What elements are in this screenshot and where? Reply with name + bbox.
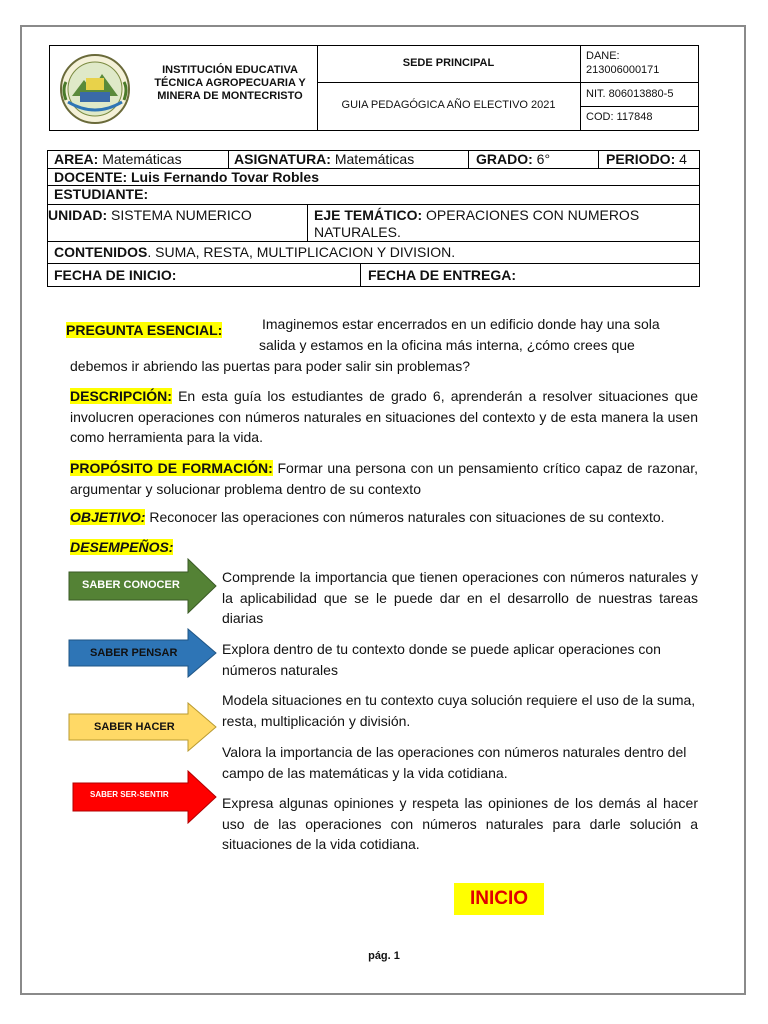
contenidos-value: . SUMA, RESTA, MULTIPLICACION Y DIVISION. (147, 244, 456, 260)
dane-label: DANE: (586, 50, 620, 62)
eje-value-line2: NATURALES. (314, 224, 401, 240)
info-table (47, 150, 700, 287)
dane-value: 213006000171 (586, 64, 660, 76)
area-label: AREA: (54, 151, 99, 167)
saber-hacer-text1: Modela situaciones en tu contexto cuya solución requiere el uso de la suma, resta, multiplicación y división. (222, 692, 696, 729)
pregunta-line2: salida y estamos en la oficina más interna, ¿cómo crees que (259, 337, 635, 353)
proposito-paragraph (70, 458, 698, 499)
saber-conocer-label: SABER CONOCER (82, 579, 180, 591)
saber-ser-sentir-label: SABER SER-SENTIR (90, 790, 169, 799)
guia-label: GUIA PEDAGÓGICA AÑO ELECTIVO 2021 (341, 99, 556, 111)
saber-hacer-text2: Valora la importancia de las operaciones con números naturales dentro del campo de las matemáticas y la vida cotidiana. (222, 744, 687, 781)
saber-pensar-text: Explora dentro de tu contexto donde se puede aplicar operaciones con números naturales (222, 641, 661, 678)
objetivo-text: Reconocer las operaciones con números naturales con situaciones de su contexto. (145, 509, 665, 525)
descripcion-text: En esta guía los estudiantes de grado 6, aprenderán a resolver situaciones que involucren operaciones con números naturales en situaciones del contexto y de esta manera la usen como herramienta para la vida. (70, 388, 698, 445)
eje-value-line1: OPERACIONES CON NUMEROS (422, 207, 640, 223)
school-seal-icon (58, 52, 132, 126)
fecha-inicio: FECHA DE INICIO: (54, 267, 177, 283)
pregunta-label: PREGUNTA ESENCIAL: (66, 322, 223, 338)
area-value: Matemáticas (98, 151, 182, 167)
asignatura-label: ASIGNATURA: (234, 151, 331, 167)
pregunta-line3: debemos ir abriendo las puertas para poder salir sin problemas? (70, 358, 470, 374)
page-number: pág. 1 (368, 950, 400, 962)
descripcion-label: DESCRIPCIÓN: (70, 388, 172, 404)
saber-hacer-label: SABER HACER (94, 721, 175, 733)
eje-label: EJE TEMÁTICO: (314, 207, 423, 223)
saber-ser-sentir-text: Expresa algunas opiniones y respeta las opiniones de los demás al hacer uso de las operaciones con números naturales para darle solución a situaciones de la vida cotidiana. (222, 795, 698, 852)
arrow-saber-pensar (68, 628, 218, 678)
arrow-saber-conocer (68, 558, 218, 614)
objetivo-label: OBJETIVO: (70, 509, 146, 525)
proposito-label: PROPÓSITO DE FORMACIÓN: (70, 460, 273, 476)
desempenos-label: DESEMPEÑOS: (70, 539, 174, 555)
arrow-saber-ser-sentir (72, 770, 218, 824)
contenidos-label: CONTENIDOS (54, 244, 148, 260)
inicio-button[interactable] (454, 883, 544, 915)
proposito-text: Formar una persona con un pensamiento crítico capaz de razonar, argumentar y solucionar problema dentro de su contexto (70, 460, 698, 497)
docente: DOCENTE: Luis Fernando Tovar Robles (54, 169, 319, 185)
school-logo (58, 52, 132, 126)
institution-line3: MINERA DE MONTECRISTO (157, 90, 303, 102)
asignatura-value: Matemáticas (330, 151, 415, 167)
cod-value: COD: 117848 (586, 111, 653, 123)
saber-pensar-label: SABER PENSAR (90, 647, 178, 659)
nit-value: NIT. 806013880-5 (586, 88, 674, 100)
periodo-label: PERIODO: (606, 151, 676, 167)
saber-conocer-text: Comprende la importancia que tienen operaciones con números naturales y la aplicabilidad que se le puede dar en el desarrollo de nuestras tareas diarias (222, 569, 698, 626)
sede-label: SEDE PRINCIPAL (402, 57, 495, 69)
grado-value: 6° (532, 151, 551, 167)
inicio-label: INICIO (469, 888, 529, 909)
objetivo-paragraph (70, 507, 720, 528)
header-table (49, 45, 699, 131)
periodo-value: 4 (675, 151, 687, 167)
pregunta-line1: Imaginemos estar encerrados en un edificio donde hay una sola (262, 316, 660, 332)
arrow-saber-hacer (68, 702, 218, 752)
institution-line1: INSTITUCIÓN EDUCATIVA (162, 64, 298, 76)
unidad-value: SISTEMA NUMERICO (107, 207, 252, 223)
grado-label: GRADO: (476, 151, 533, 167)
descripcion-paragraph (70, 386, 698, 448)
institution-line2: TÉCNICA AGROPECUARIA Y (154, 77, 306, 89)
fecha-entrega: FECHA DE ENTREGA: (368, 267, 517, 283)
estudiante: ESTUDIANTE: (54, 186, 149, 202)
unidad-label: UNIDAD: (48, 207, 108, 223)
